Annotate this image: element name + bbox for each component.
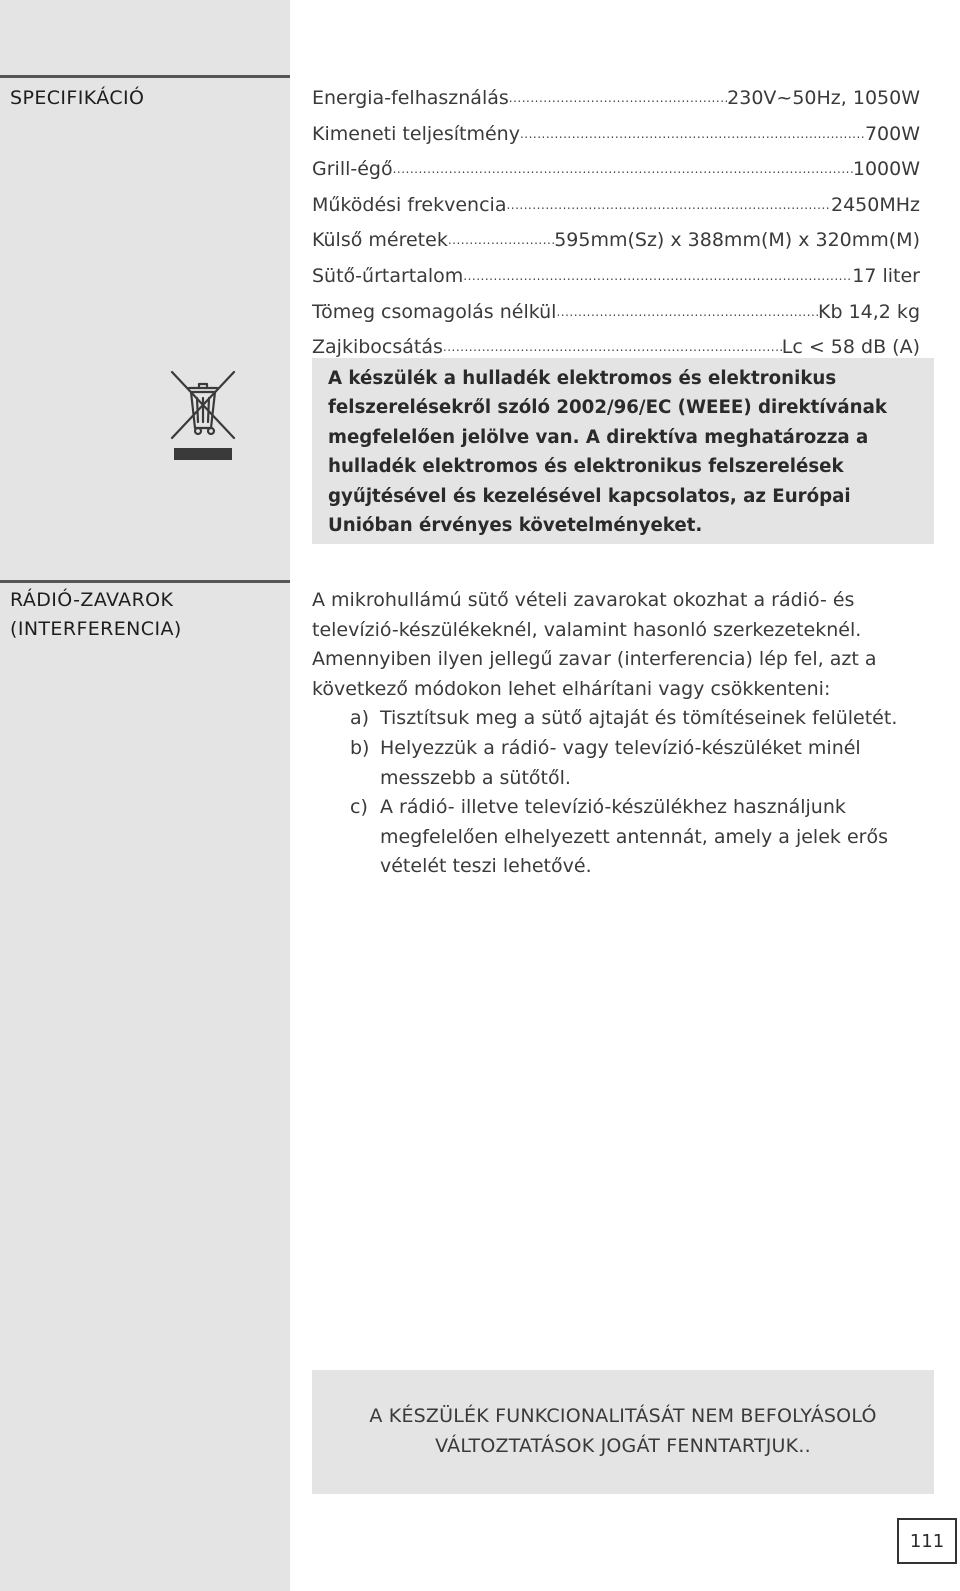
left-sidebar [0,0,290,1591]
list-marker: c) [350,796,368,819]
spec-label: Tömeg csomagolás nélkül [312,300,557,323]
section-divider-radio [0,580,290,583]
spec-value: 1000W [852,158,920,181]
dot-leader [463,262,852,298]
radio-interference-title: RÁDIÓ-ZAVAROK (INTERFERENCIA) [10,589,182,640]
specification-list [312,84,920,369]
dot-leader [556,298,818,334]
list-item-text: A rádió- illetve televízió-készülékhez használjunk megfelelően elhelyezett antennát, amely a jelek erős vételét teszi lehetővé. [380,796,888,878]
list-item-text: Helyezzük a rádió- vagy televízió-készüléket minél messzebb a sütőtől. [380,736,861,789]
specification-title: SPECIFIKÁCIÓ [10,87,145,109]
weee-notice-box [312,358,934,544]
spec-value: 2450MHz [830,193,920,216]
dot-leader [506,191,831,227]
remedy-list [350,704,932,882]
spec-label: Grill-égő [312,158,393,181]
list-item [350,704,932,734]
list-item [350,793,932,882]
crossed-out-wheelie-bin-icon [170,370,236,462]
spec-value: 700W [864,122,920,145]
dot-leader [393,155,853,191]
spec-row [312,155,920,191]
spec-value: Lc < 58 dB (A) [781,336,920,359]
rights-reserved-box [312,1370,934,1494]
rights-reserved-text: A KÉSZÜLÉK FUNKCIONALITÁSÁT NEM BEFOLYÁSOLÓ VÁLTOZTATÁSOK JOGÁT FENNTARTJUK.. [369,1405,877,1457]
spec-value: Kb 14,2 kg [818,300,920,323]
spec-label: Zajkibocsátás [312,336,443,359]
dot-leader [509,84,727,120]
list-item [350,734,932,793]
spec-row [312,191,920,227]
list-marker: b) [350,736,370,759]
dot-leader [448,226,554,262]
spec-label: Sütő-űrtartalom [312,264,464,287]
spec-label: Kimeneti teljesítmény [312,122,520,145]
spec-value: 17 liter [852,264,920,287]
weee-notice-text: A készülék a hulladék elektromos és elektronikus felszerelésekről szóló 2002/96/EC (WEEE) direktívának megfelelően jelölve van. A direktíva meghatározza a hulladék elektromos és elektronikus felszerelések gyűjtésével és kezelésével kapcsolatos, az Európai Unióban érvényes követelményeket. [328,368,887,537]
section-divider-specification [0,75,290,78]
radio-interference-content [312,586,932,882]
spec-label: Energia-felhasználás [312,87,509,109]
page-number: 111 [897,1518,957,1564]
list-marker: a) [350,707,370,730]
spec-value: 595mm(Sz) x 388mm(M) x 320mm(M) [554,229,920,252]
dot-leader [520,120,865,156]
spec-row [312,226,920,262]
spec-row [312,120,920,156]
spec-row [312,262,920,298]
spec-row [312,84,920,120]
radio-intro-paragraph: A mikrohullámú sütő vételi zavarokat okozhat a rádió- és televízió-készülékeknél, valamint hasonló szerkezeteknél. Amennyiben ilyen jellegű zavar (interferencia) lép fel, azt a következő módokon lehet elhárítani vagy csökkenteni: [312,589,877,700]
spec-value: 230V~50Hz, 1050W [727,87,920,109]
spec-row [312,298,920,334]
spec-label: Működési frekvencia [312,193,507,216]
spec-label: Külső méretek [312,229,448,252]
list-item-text: Tisztítsuk meg a sütő ajtaját és tömítéseinek felületét. [380,707,898,730]
